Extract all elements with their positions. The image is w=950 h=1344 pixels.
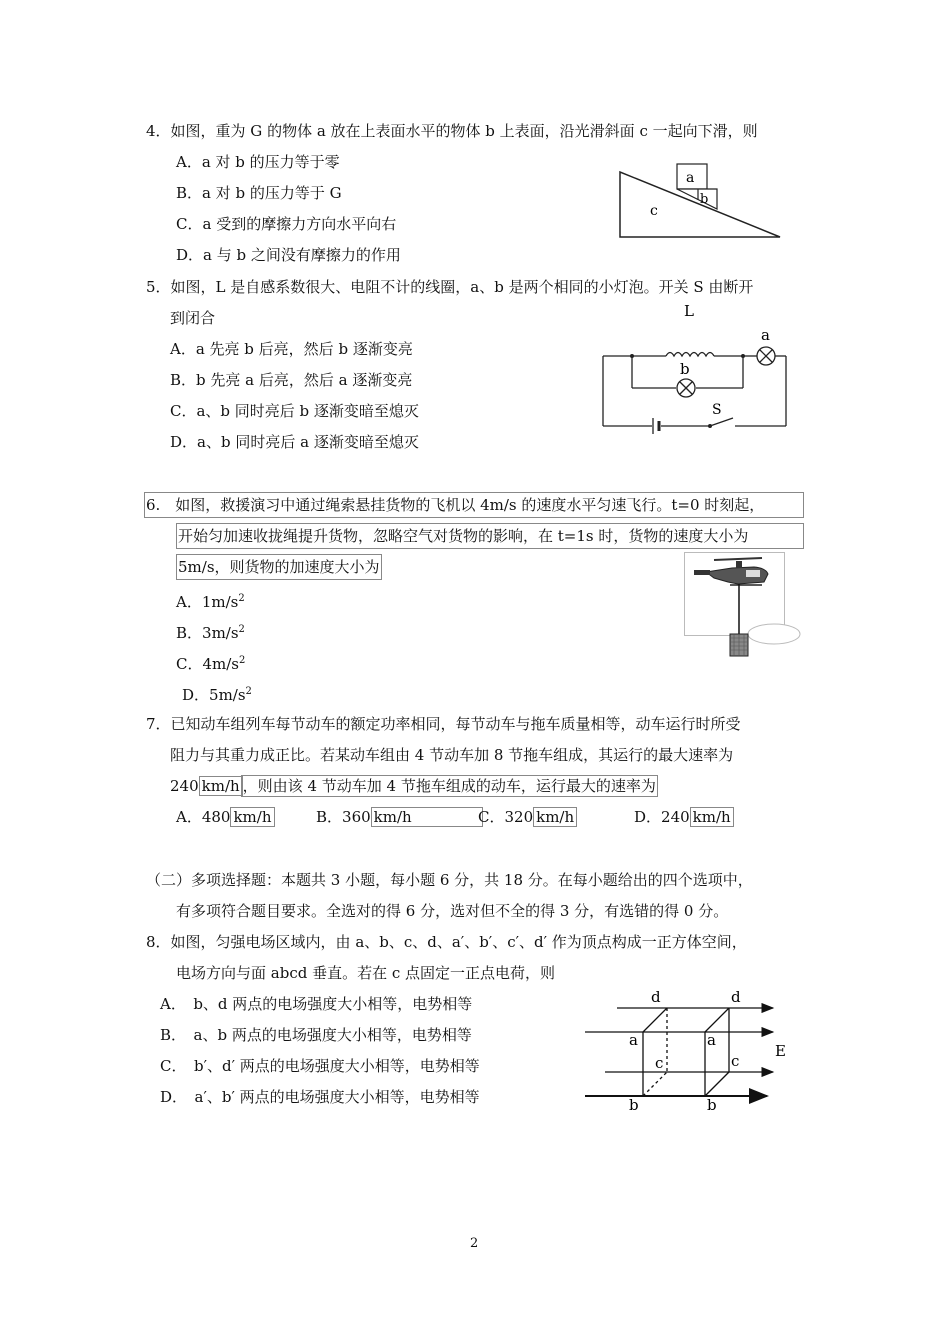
q5-option-b: B．b 先亮 a 后亮，然后 a 逐渐变亮 [170,371,413,389]
q7-stem-line1: 7．已知动车组列车每节动车的额定功率相同，每节动车与拖车质量相等，动车运行时所受 [146,715,741,733]
q7-stem-line2: 阻力与其重力成正比。若某动车组由 4 节动车加 8 节拖车组成，其运行的最大速率为 [170,746,734,764]
q4-label-c: c [650,203,658,219]
q8-label-d-prime: d [731,988,741,1006]
q6-option-b: B．$3m/s^2$ [176,624,245,642]
q4-option-d: D．a 与 b 之间没有摩擦力的作用 [176,246,401,264]
q8-cube-field-figure [585,986,797,1114]
q6-helicopter-figure [684,552,802,660]
q6-option-d: D．$5m/s^2$ [182,686,252,704]
q4-incline-figure [615,160,790,242]
q8-option-d: D． a′、b′ 两点的电场强度大小相等，电势相等 [160,1088,480,1106]
q8-label-c-prime: c [731,1052,740,1070]
q8-stem-line2: 电场方向与面 abcd 垂直。若在 c 点固定一正点电荷，则 [176,964,556,982]
q5-circuit-figure [598,298,798,436]
q4-option-a: A．a 对 b 的压力等于零 [176,153,340,171]
q7-option-b: B．360 km/h [316,806,483,828]
q7-option-a: A．480 km/h [176,806,275,828]
q6-stem-line3: 5m/s，则货物的加速度大小为 [178,558,380,576]
q8-label-b-prime: b [707,1096,717,1114]
section2-heading-line1: （二）多项选择题：本题共 3 小题，每小题 6 分，共 18 分。在每小题给出的四个选项中， [146,871,753,889]
q8-label-a: a [629,1031,638,1049]
q8-label-a-prime: a [707,1031,716,1049]
q8-option-a: A． b、d 两点的电场强度大小相等，电势相等 [160,995,473,1013]
q8-label-d: d [651,988,661,1006]
q5-label-s: S [712,402,722,418]
q5-label-a: a [761,326,770,344]
q4-label-a: a [686,170,695,186]
q8-stem-line1: 8．如图，匀强电场区域内，由 a、b、c、d、a′、b′、c′、d′ 作为顶点构成一正方体空间， [146,933,747,951]
q6-stem-line2: 开始匀加速收拢绳提升货物，忽略空气对货物的影响，在 t=1s 时，货物的速度大小为 [178,525,802,547]
q8-label-b: b [629,1096,639,1114]
q5-label-l: L [684,302,694,320]
q6-option-a: A．$1m/s^2$ [176,593,245,611]
q5-label-b: b [680,360,690,378]
q8-label-e: E [775,1042,786,1060]
q5-option-a: A．a 先亮 b 后亮，然后 b 逐渐变亮 [170,340,413,358]
q7-option-c: C．320 km/h [478,806,577,828]
q5-stem-line2: 到闭合 [170,309,216,327]
q7-stem-line3: 240 km/h ，则由该 4 节动车加 4 节拖车组成的动车，运行最大的速率为 [170,777,656,795]
q4-label-b: b [700,192,709,207]
q8-option-b: B． a、b 两点的电场强度大小相等，电势相等 [160,1026,472,1044]
q4-option-b: B．a 对 b 的压力等于 G [176,184,342,202]
page-number: 2 [470,1236,479,1251]
q5-option-d: D．a、b 同时亮后 a 逐渐变暗至熄灭 [170,433,419,451]
q4-stem: 4．如图，重为 G 的物体 a 放在上表面水平的物体 b 上表面，沿光滑斜面 c 一起向下滑，则 [146,122,758,140]
q5-option-c: C．a、b 同时亮后 b 逐渐变暗至熄灭 [170,402,419,420]
q5-stem-line1: 5．如图，L 是自感系数很大、电阻不计的线圈，a、b 是两个相同的小灯泡。开关 S 由断开 [146,278,754,296]
q4-option-c: C．a 受到的摩擦力方向水平向右 [176,215,397,233]
q6-stem-line1: 6. 如图，救援演习中通过绳索悬挂货物的飞机以 4m/s 的速度水平匀速飞行。t=0 时刻起， [146,494,802,516]
q8-option-c: C． b′、d′ 两点的电场强度大小相等，电势相等 [160,1057,480,1075]
section2-heading-line2: 有多项符合题目要求。全选对的得 6 分，选对但不全的得 3 分，有选错的得 0 分。 [176,902,729,920]
q8-label-c: c [655,1054,664,1072]
q7-option-d: D．240 km/h [634,806,734,828]
q6-option-c: C．$4m/s^2$ [176,655,246,673]
